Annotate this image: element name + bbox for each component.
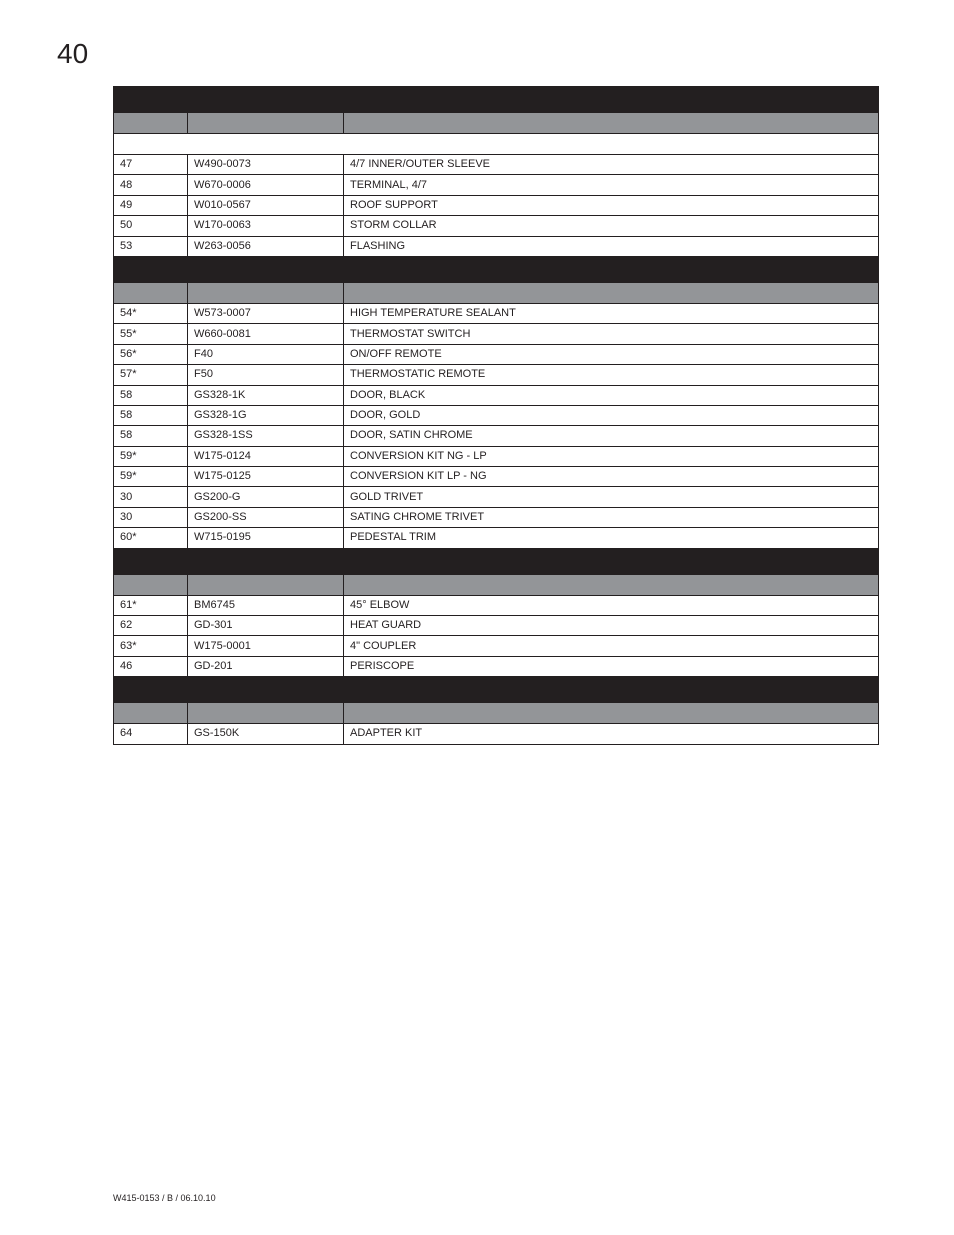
ref-number-cell: 57* (114, 365, 188, 385)
description-cell: THERMOSTAT SWITCH (344, 324, 879, 344)
table-row (114, 344, 879, 364)
description-column-header (344, 282, 879, 303)
part-number-column-header (188, 113, 344, 134)
ref-number-cell: 49 (114, 195, 188, 215)
section-title-cell (114, 677, 879, 703)
ref-number-cell: 58 (114, 426, 188, 446)
description-cell: FLASHING (344, 236, 879, 256)
description-cell: GOLD TRIVET (344, 487, 879, 507)
part-number-cell: W573-0007 (188, 303, 344, 323)
part-number-cell: W175-0124 (188, 446, 344, 466)
column-header-row (114, 113, 879, 134)
description-cell: STORM COLLAR (344, 216, 879, 236)
table-row (114, 405, 879, 425)
parts-table-body (114, 87, 879, 745)
part-number-cell: GS328-1K (188, 385, 344, 405)
description-cell: THERMOSTATIC REMOTE (344, 365, 879, 385)
ref-column-header (114, 113, 188, 134)
part-number-cell: W715-0195 (188, 528, 344, 548)
part-number-cell: W660-0081 (188, 324, 344, 344)
blank-cell (114, 134, 879, 155)
part-number-column-header (188, 282, 344, 303)
table-row (114, 724, 879, 744)
table-row (114, 636, 879, 656)
document-code: W415-0153 / B / 06.10.10 (113, 1193, 216, 1203)
section-title-cell (114, 87, 879, 113)
ref-number-cell: 59* (114, 467, 188, 487)
part-number-cell: W170-0063 (188, 216, 344, 236)
table-row (114, 324, 879, 344)
ref-column-header (114, 282, 188, 303)
section-header-bar (114, 548, 879, 574)
part-number-cell: GS200-SS (188, 507, 344, 527)
ref-column-header (114, 574, 188, 595)
part-number-cell: GD-201 (188, 656, 344, 676)
ref-number-cell: 56* (114, 344, 188, 364)
description-cell: DOOR, BLACK (344, 385, 879, 405)
section-title-cell (114, 548, 879, 574)
table-row (114, 487, 879, 507)
description-cell: ROOF SUPPORT (344, 195, 879, 215)
part-number-column-header (188, 703, 344, 724)
part-number-cell: W010-0567 (188, 195, 344, 215)
part-number-cell: W175-0125 (188, 467, 344, 487)
part-number-cell: W175-0001 (188, 636, 344, 656)
part-number-cell: BM6745 (188, 595, 344, 615)
column-header-row (114, 703, 879, 724)
table-row (114, 155, 879, 175)
ref-number-cell: 59* (114, 446, 188, 466)
table-row (114, 365, 879, 385)
part-number-cell: GS-150K (188, 724, 344, 744)
part-number-cell: F40 (188, 344, 344, 364)
description-cell: PEDESTAL TRIM (344, 528, 879, 548)
table-row (114, 616, 879, 636)
table-row (114, 303, 879, 323)
description-cell: SATING CHROME TRIVET (344, 507, 879, 527)
description-cell: ON/OFF REMOTE (344, 344, 879, 364)
section-title-cell (114, 256, 879, 282)
part-number-cell: GS200-G (188, 487, 344, 507)
section-header-bar (114, 256, 879, 282)
ref-number-cell: 64 (114, 724, 188, 744)
description-column-header (344, 703, 879, 724)
ref-number-cell: 46 (114, 656, 188, 676)
ref-number-cell: 53 (114, 236, 188, 256)
part-number-column-header (188, 574, 344, 595)
description-cell: PERISCOPE (344, 656, 879, 676)
part-number-cell: W670-0006 (188, 175, 344, 195)
section-header-bar (114, 677, 879, 703)
part-number-cell: GS328-1G (188, 405, 344, 425)
table-row (114, 195, 879, 215)
column-header-row (114, 282, 879, 303)
description-cell: DOOR, SATIN CHROME (344, 426, 879, 446)
description-cell: 4" COUPLER (344, 636, 879, 656)
description-cell: ADAPTER KIT (344, 724, 879, 744)
description-cell: HEAT GUARD (344, 616, 879, 636)
description-cell: TERMINAL, 4/7 (344, 175, 879, 195)
page-number: 40 (57, 38, 89, 69)
table-row (114, 595, 879, 615)
table-row (114, 426, 879, 446)
description-cell: CONVERSION KIT NG - LP (344, 446, 879, 466)
description-cell: DOOR, GOLD (344, 405, 879, 425)
description-column-header (344, 113, 879, 134)
section-header-bar (114, 87, 879, 113)
ref-column-header (114, 703, 188, 724)
blank-row (114, 134, 879, 155)
ref-number-cell: 61* (114, 595, 188, 615)
table-row (114, 507, 879, 527)
part-number-cell: GD-301 (188, 616, 344, 636)
table-row (114, 528, 879, 548)
part-number-cell: GS328-1SS (188, 426, 344, 446)
ref-number-cell: 62 (114, 616, 188, 636)
table-row (114, 467, 879, 487)
ref-number-cell: 60* (114, 528, 188, 548)
table-row (114, 656, 879, 676)
description-cell: CONVERSION KIT LP - NG (344, 467, 879, 487)
ref-number-cell: 47 (114, 155, 188, 175)
ref-number-cell: 55* (114, 324, 188, 344)
ref-number-cell: 30 (114, 487, 188, 507)
ref-number-cell: 58 (114, 405, 188, 425)
part-number-cell: F50 (188, 365, 344, 385)
ref-number-cell: 58 (114, 385, 188, 405)
ref-number-cell: 48 (114, 175, 188, 195)
table-row (114, 385, 879, 405)
part-number-cell: W263-0056 (188, 236, 344, 256)
description-cell: HIGH TEMPERATURE SEALANT (344, 303, 879, 323)
ref-number-cell: 54* (114, 303, 188, 323)
table-row (114, 446, 879, 466)
ref-number-cell: 50 (114, 216, 188, 236)
description-cell: 4/7 INNER/OUTER SLEEVE (344, 155, 879, 175)
part-number-cell: W490-0073 (188, 155, 344, 175)
description-column-header (344, 574, 879, 595)
ref-number-cell: 30 (114, 507, 188, 527)
ref-number-cell: 63* (114, 636, 188, 656)
table-row (114, 216, 879, 236)
table-row (114, 236, 879, 256)
parts-table (113, 86, 879, 745)
description-cell: 45° ELBOW (344, 595, 879, 615)
column-header-row (114, 574, 879, 595)
table-row (114, 175, 879, 195)
